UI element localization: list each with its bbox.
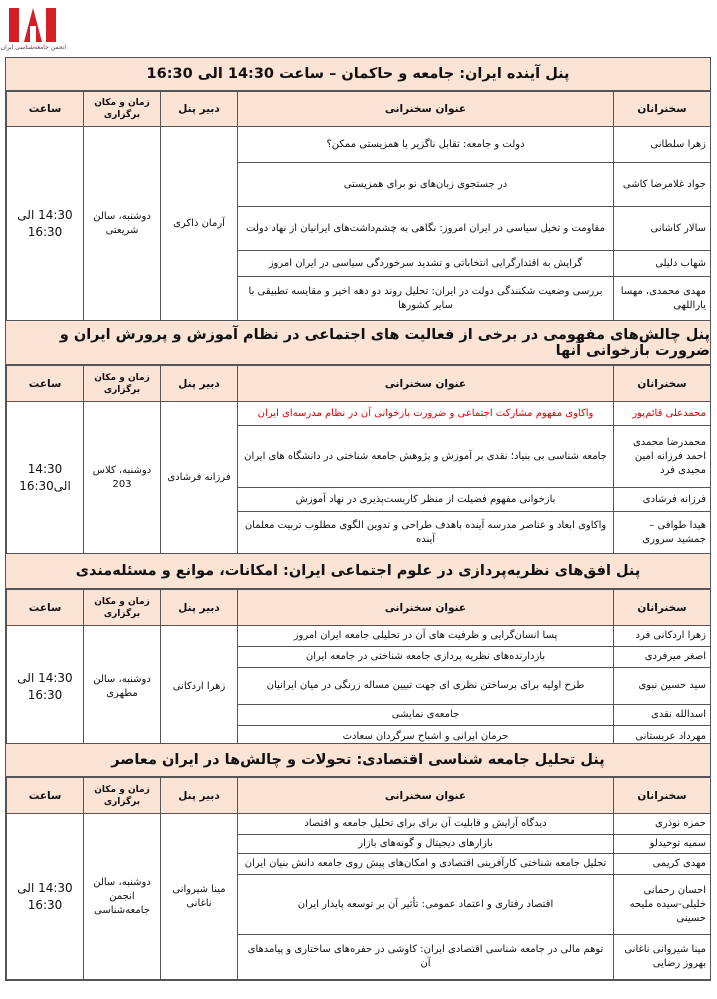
logo-mark [6, 4, 60, 46]
panel-title: پنل تحلیل جامعه شناسی اقتصادی: تحولات و چالش‌ها در ایران معاصر [6, 743, 710, 777]
header-hour: ساعت [7, 92, 84, 127]
header-talk-title: عنوان سخنرانی [238, 590, 614, 626]
header-time-place: زمان و مکان برگزاری [84, 366, 161, 402]
speaker-name: سمیه توحیدلو [614, 835, 711, 854]
header-speakers: سخنرانان [614, 778, 711, 814]
table-header-row [7, 778, 711, 814]
panel-time: 14:30 الی16:30 [7, 402, 84, 554]
speaker-name: حمزه نوذری [614, 814, 711, 835]
talk-title: گرایش به اقتدارگرایی انتخاباتی و تشدید سرخوردگی سیاسی در ایران امروز [238, 251, 614, 277]
panel-time: 14:30 الی 16:30 [7, 626, 84, 748]
talk-title: تحلیل جامعه شناختی کارآفرینی اقتصادی و امکان‌های پیش روی جامعه دانش بنیان ایران [238, 854, 614, 875]
header-hour: ساعت [7, 366, 84, 402]
talk-title: بازخوانی مفهوم فضیلت از منظر کاربست‌پذیری در نهاد آموزش [238, 488, 614, 512]
header-time-place: زمان و مکان برگزاری [84, 590, 161, 626]
header-secretary: دبیر پنل [161, 778, 238, 814]
talk-title: جامعه شناسی بی بنیاد؛ نقدی بر آموزش و پژوهش جامعه شناختی در دانشگاه های ایران [238, 426, 614, 488]
table-row [7, 626, 711, 647]
talk-title: اقتصاد رفتاری و اعتماد عمومی: تأثیر آن بر توسعه پایدار ایران [238, 875, 614, 935]
panel-time: 14:30 الی 16:30 [7, 814, 84, 980]
talk-title: پسا انسان‌گرایی و ظرفیت های آن در تحلیلی جامعه ایران امروز [238, 626, 614, 647]
speaker-name: محمدرضا محمدی احمد فرزانه امین مجیدی فرد [614, 426, 711, 488]
speaker-name: مهدی کریمی [614, 854, 711, 875]
speaker-name: اسدالله نقدی [614, 705, 711, 726]
header-speakers: سخنرانان [614, 92, 711, 127]
header-talk-title: عنوان سخنرانی [238, 778, 614, 814]
header-talk-title: عنوان سخنرانی [238, 92, 614, 127]
talk-title: در جستجوی زبان‌های نو برای همزیستی [238, 163, 614, 207]
speaker-name: مهدی محمدی، مهسا یاراللهی [614, 277, 711, 321]
panel-table [6, 91, 711, 321]
table-row [7, 402, 711, 426]
header-secretary: دبیر پنل [161, 92, 238, 127]
table-header-row [7, 92, 711, 127]
talk-title: بررسی وضعیت شکنندگی دولت در ایران: تحلیل روند دو دهه اخیر و مقایسه تطبیقی با سایر کشورها [238, 277, 614, 321]
talk-title: واکاوی مفهوم مشارکت اجتماعی و ضرورت بازخوانی آن در نظام مدرسه‌ای ایران [238, 402, 614, 426]
speaker-name: مهرداد عربستانی [614, 726, 711, 748]
speaker-name: هیدا طوافی – جمشید سروری [614, 512, 711, 554]
talk-title: حرمان ایرانی و اشباح سرگردان سعادت [238, 726, 614, 748]
talk-title: توهم مالی در جامعه شناسی اقتصادی ایران: کاوشی در حفره‌های ساختاری و پیامدهای آن [238, 935, 614, 980]
speaker-name: زهرا اردکانی فرد [614, 626, 711, 647]
panel-title: پنل افق‌های نظریه‌پردازی در علوم اجتماعی ایران: امکانات، موانع و مسئله‌مندی [6, 553, 710, 589]
logo-caption: انجمن جامعه‌شناسی ایران [0, 44, 66, 51]
talk-title: مقاومت و تخیل سیاسی در ایران امروز: نگاهی به چشم‌داشت‌های ایرانیان از نهاد دولت [238, 207, 614, 251]
panel-secretary: مینا شیروانی ناغانی [161, 814, 238, 980]
speaker-name: سالار کاشانی [614, 207, 711, 251]
panel-title: پنل آینده ایران: جامعه و حاکمان – ساعت 14:30 الی 16:30 [6, 58, 710, 91]
panel-place: دوشنبه، سالن مطهری [84, 626, 161, 748]
talk-title: بازدارنده‌های نظریه پردازی جامعه شناختی در جامعه ایران [238, 647, 614, 668]
header-talk-title: عنوان سخنرانی [238, 366, 614, 402]
speaker-name: شهاب دلیلی [614, 251, 711, 277]
panel-table [6, 777, 711, 980]
header-secretary: دبیر پنل [161, 366, 238, 402]
panel-place: دوشنبه، سالن انجمن جامعه‌شناسی [84, 814, 161, 980]
header-time-place: زمان و مکان برگزاری [84, 778, 161, 814]
panel-time: 14:30 الی 16:30 [7, 127, 84, 321]
speaker-name: سید حسین نبوی [614, 668, 711, 705]
talk-title: دیدگاه آرایش و قابلیت آن برای برای تحلیل جامعه و اقتصاد [238, 814, 614, 835]
speaker-name: زهرا سلطانی [614, 127, 711, 163]
program-sheet [5, 57, 711, 981]
panel-table [6, 365, 711, 554]
table-row [7, 814, 711, 835]
speaker-name: محمدعلی قائم‌پور [614, 402, 711, 426]
header-time-place: زمان و مکان برگزاری [84, 92, 161, 127]
table-header-row [7, 590, 711, 626]
talk-title: واکاوی ابعاد و عناصر مدرسه آینده باهدف طراحی و تدوین الگوی مطلوب تربیت معلمان آینده [238, 512, 614, 554]
panel-secretary: زهرا اردکانی [161, 626, 238, 748]
talk-title: جامعه‌ی نمایشی [238, 705, 614, 726]
talk-title: دولت و جامعه: تقابل ناگزیر یا همزیستی ممکن؟ [238, 127, 614, 163]
panel-table [6, 589, 711, 748]
talk-title: طرح اولیه برای برساختن نظری ای جهت تبیین مساله زرنگی در میان ایرانیان [238, 668, 614, 705]
header-hour: ساعت [7, 590, 84, 626]
speaker-name: اصغر میرفردی [614, 647, 711, 668]
talk-title: بازارهای دیجیتال و گونه‌های بازار [238, 835, 614, 854]
speaker-name: فرزانه فرشادی [614, 488, 711, 512]
panel-place: دوشنبه، سالن شریعتی [84, 127, 161, 321]
header-secretary: دبیر پنل [161, 590, 238, 626]
header-speakers: سخنرانان [614, 590, 711, 626]
table-row [7, 127, 711, 163]
speaker-name: احسان رحمانی خلیلی-سیده ملیحه حسینی [614, 875, 711, 935]
panel-title: پنل چالش‌های مفهومی در برخی از فعالیت های اجتماعی در نظام آموزش و پرورش ایران و ضرورت بازخوانی آنها [6, 320, 710, 365]
header-hour: ساعت [7, 778, 84, 814]
table-header-row [7, 366, 711, 402]
speaker-name: مینا شیروانی ناغانی بهروز رضایی [614, 935, 711, 980]
panel-place: دوشنبه، کلاس 203 [84, 402, 161, 554]
panel-secretary: آرمان ذاکری [161, 127, 238, 321]
header-speakers: سخنرانان [614, 366, 711, 402]
speaker-name: جواد غلامرضا کاشی [614, 163, 711, 207]
panel-secretary: فرزانه فرشادی [161, 402, 238, 554]
